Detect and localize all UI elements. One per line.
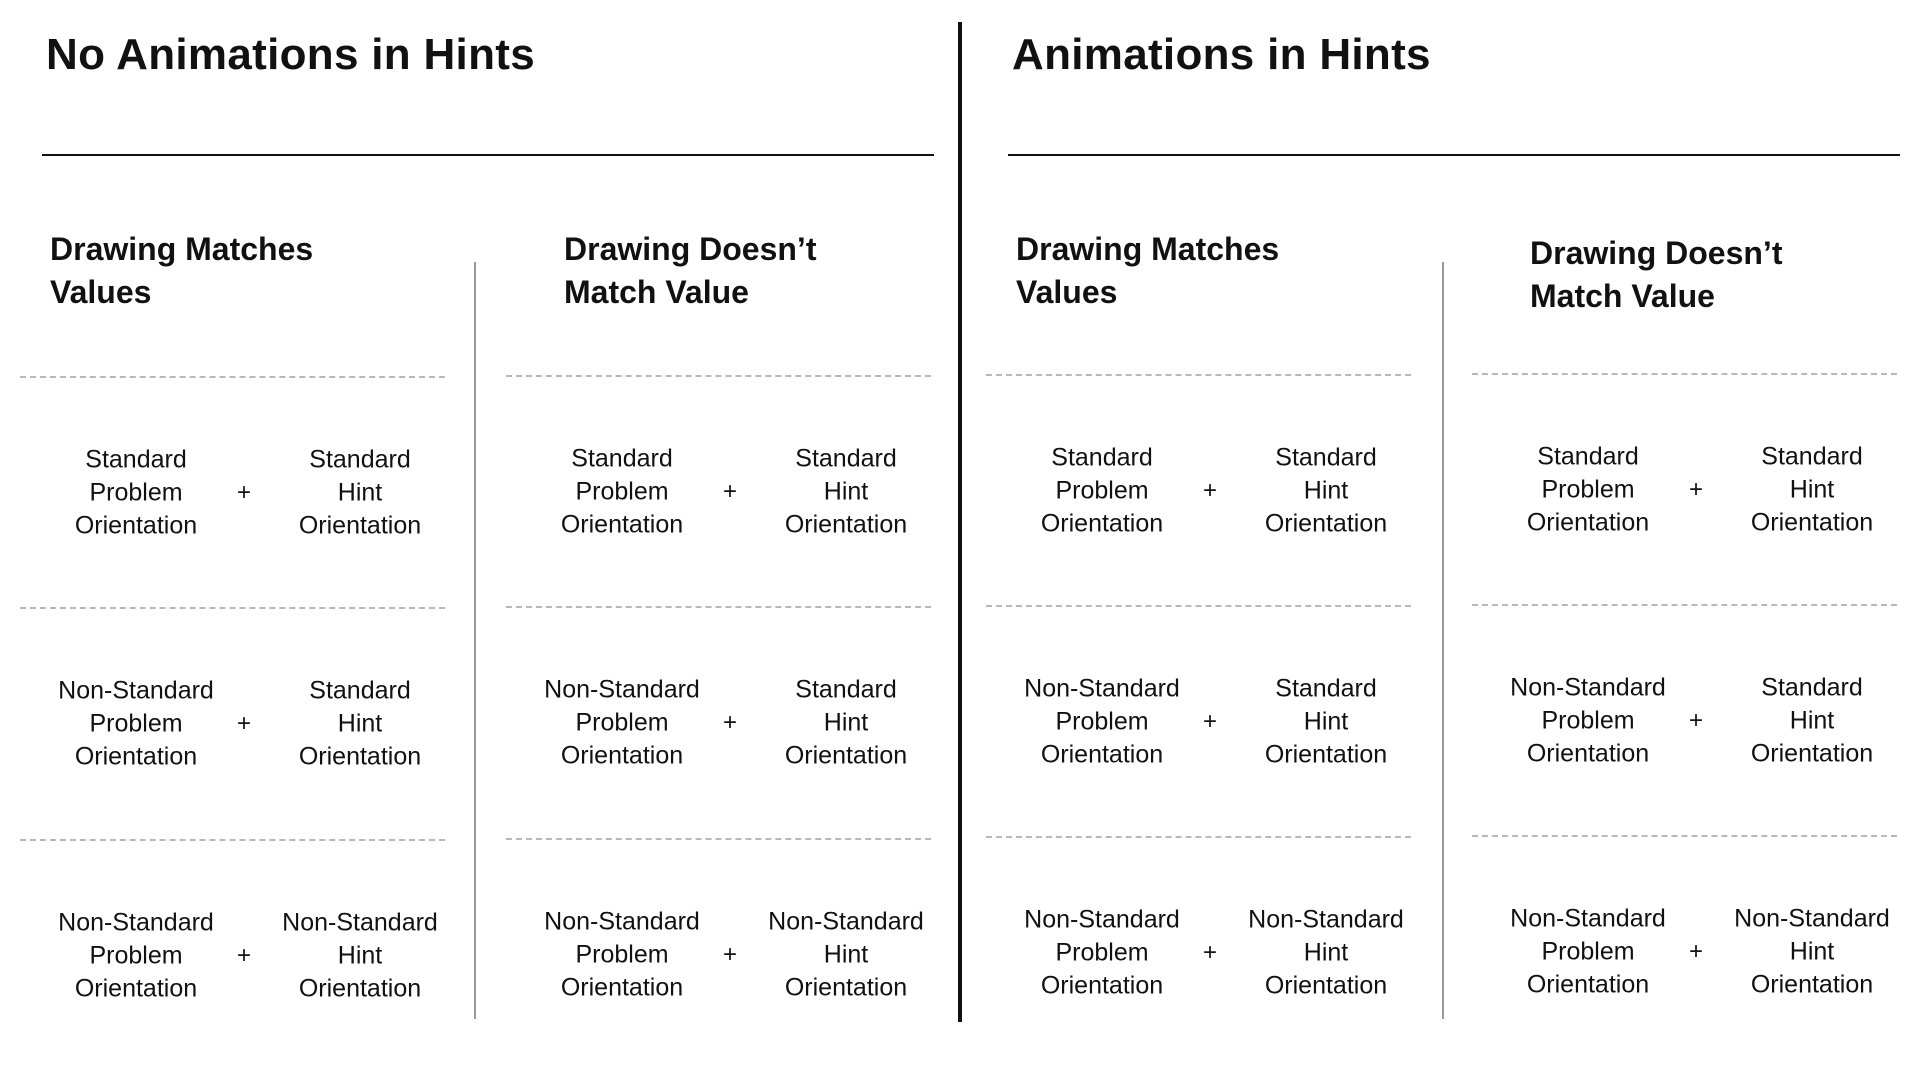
hint-orientation-cell: Standard Hint Orientation	[298, 676, 422, 771]
column-doesnt-match	[1472, 0, 1897, 1081]
column-divider	[1442, 262, 1444, 1019]
column-divider	[474, 262, 476, 1019]
plus-operator: +	[1202, 708, 1217, 735]
column-title: Drawing Matches Values	[50, 231, 314, 310]
section-divider	[958, 22, 962, 1022]
column-title: Drawing Doesn’t Match Value	[564, 231, 817, 310]
table-row	[506, 840, 931, 1070]
problem-orientation-cell: Non-Standard Problem Orientation	[544, 675, 700, 770]
plus-operator: +	[1202, 477, 1217, 504]
problem-orientation-cell: Non-Standard Problem Orientation	[1510, 673, 1666, 768]
column-matches	[986, 0, 1411, 1081]
table-row	[20, 378, 445, 608]
plus-operator: +	[236, 479, 251, 506]
plus-operator: +	[722, 709, 737, 736]
hint-orientation-cell: Standard Hint Orientation	[1264, 443, 1388, 538]
section-no-animations	[0, 0, 954, 1081]
column-title: Drawing Doesn’t Match Value	[1530, 235, 1783, 314]
problem-orientation-cell: Non-Standard Problem Orientation	[58, 676, 214, 771]
problem-orientation-cell: Standard Problem Orientation	[1526, 442, 1650, 537]
hint-orientation-cell: Standard Hint Orientation	[784, 444, 908, 539]
problem-orientation-cell: Standard Problem Orientation	[560, 444, 684, 539]
plus-operator: +	[1688, 938, 1703, 965]
problem-orientation-cell: Non-Standard Problem Orientation	[544, 907, 700, 1002]
hint-orientation-cell: Standard Hint Orientation	[1750, 442, 1874, 537]
column-doesnt-match	[506, 0, 931, 1081]
table-row	[986, 607, 1411, 837]
plus-operator: +	[236, 710, 251, 737]
table-row	[20, 841, 445, 1071]
plus-operator: +	[236, 942, 251, 969]
problem-orientation-cell: Non-Standard Problem Orientation	[1024, 905, 1180, 1000]
table-row	[20, 609, 445, 839]
section-title: No Animations in Hints	[46, 30, 535, 79]
plus-operator: +	[722, 478, 737, 505]
problem-orientation-cell: Standard Problem Orientation	[1040, 443, 1164, 538]
table-row	[986, 838, 1411, 1068]
problem-orientation-cell: Non-Standard Problem Orientation	[1024, 674, 1180, 769]
hint-orientation-cell: Non-Standard Hint Orientation	[768, 907, 924, 1002]
hint-orientation-cell: Standard Hint Orientation	[1264, 674, 1388, 769]
table-row	[1472, 375, 1897, 605]
hint-orientation-cell: Non-Standard Hint Orientation	[1248, 905, 1404, 1000]
column-matches	[20, 0, 445, 1081]
problem-orientation-cell: Non-Standard Problem Orientation	[1510, 904, 1666, 999]
table-row	[506, 377, 931, 607]
section-title: Animations in Hints	[1012, 30, 1431, 79]
problem-orientation-cell: Non-Standard Problem Orientation	[58, 908, 214, 1003]
table-row	[506, 608, 931, 838]
plus-operator: +	[1202, 939, 1217, 966]
plus-operator: +	[722, 941, 737, 968]
plus-operator: +	[1688, 476, 1703, 503]
table-row	[986, 376, 1411, 606]
hint-orientation-cell: Standard Hint Orientation	[784, 675, 908, 770]
hint-orientation-cell: Non-Standard Hint Orientation	[282, 908, 438, 1003]
column-title: Drawing Matches Values	[1016, 231, 1280, 310]
table-row	[1472, 837, 1897, 1067]
problem-orientation-cell: Standard Problem Orientation	[74, 445, 198, 540]
section-animations	[964, 0, 1909, 1081]
hint-orientation-cell: Non-Standard Hint Orientation	[1734, 904, 1890, 999]
plus-operator: +	[1688, 707, 1703, 734]
table-row	[1472, 606, 1897, 836]
hint-orientation-cell: Standard Hint Orientation	[1750, 673, 1874, 768]
hint-orientation-cell: Standard Hint Orientation	[298, 445, 422, 540]
